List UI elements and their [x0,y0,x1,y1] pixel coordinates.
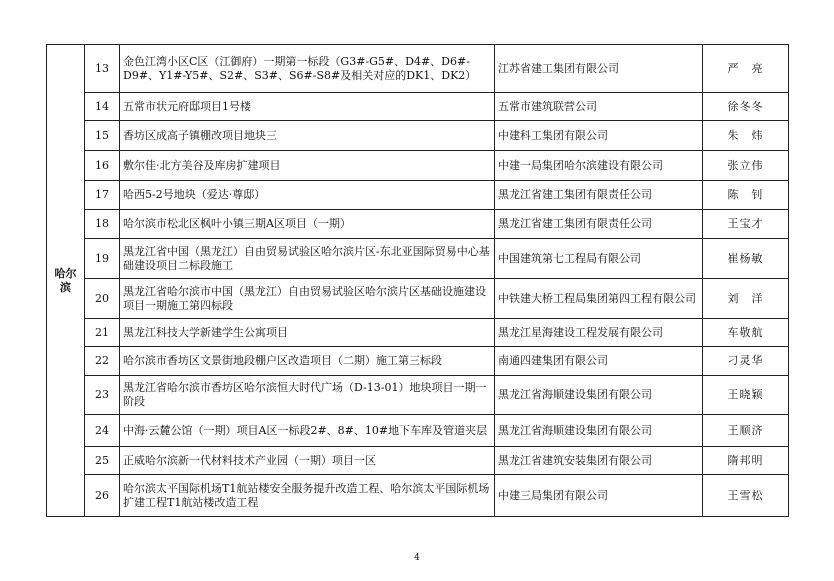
row-number: 17 [85,181,120,210]
row-number: 22 [85,347,120,376]
company-name: 黑龙江省建筑安装集团有限公司 [495,447,703,475]
table-row [47,210,789,239]
project-name: 黑龙江省中国（黑龙江）自由贸易试验区哈尔滨片区-东北亚国际贸易中心基础建设项目二标段施工 [120,239,495,279]
project-manager: 朱 炜 [703,121,789,151]
table-row [47,415,789,447]
company-name: 中建三局集团有限公司 [495,475,703,517]
company-name: 五常市建筑联营公司 [495,93,703,121]
project-name: 哈尔滨市松北区枫叶小镇三期A区项目（一期） [120,210,495,239]
project-manager: 王雪松 [703,475,789,517]
table-row [47,121,789,151]
table-row [47,93,789,121]
project-manager: 车敬航 [703,319,789,347]
company-name: 黑龙江省建工集团有限责任公司 [495,181,703,210]
row-number: 24 [85,415,120,447]
project-name: 黑龙江省哈尔滨市中国（黑龙江）自由贸易试验区哈尔滨片区基础设施建设项目一期施工第四标段 [120,279,495,319]
row-number: 23 [85,376,120,415]
company-name: 中铁建大桥工程局集团第四工程有限公司 [495,279,703,319]
page-number: 4 [414,553,420,563]
project-name: 哈西5-2号地块（爱达·尊邸） [120,181,495,210]
row-number: 15 [85,121,120,151]
project-manager: 徐冬冬 [703,93,789,121]
company-name: 中建一局集团哈尔滨建设有限公司 [495,151,703,181]
row-number: 20 [85,279,120,319]
table-row [47,181,789,210]
company-name: 黑龙江星海建设工程发展有限公司 [495,319,703,347]
row-number: 26 [85,475,120,517]
table-row [47,376,789,415]
project-manager: 隋邦明 [703,447,789,475]
project-name: 敷尔佳·北方美谷及库房扩建项目 [120,151,495,181]
row-number: 16 [85,151,120,181]
project-manager: 陈 钊 [703,181,789,210]
region-cell: 哈尔滨 [47,45,85,517]
row-number: 13 [85,45,120,93]
company-name: 中国建筑第七工程局有限公司 [495,239,703,279]
project-name: 哈尔滨太平国际机场T1航站楼安全服务提升改造工程、哈尔滨太平国际机场扩建工程T1航站楼改造工程 [120,475,495,517]
project-name: 香坊区成高子镇棚改项目地块三 [120,121,495,151]
table-row [47,151,789,181]
project-name: 中海·云麓公馆（一期）项目A区一标段2#、8#、10#地下车库及管道夹层 [120,415,495,447]
company-name: 江苏省建工集团有限公司 [495,45,703,93]
row-number: 25 [85,447,120,475]
table-row [47,239,789,279]
table-row [47,475,789,517]
project-name: 黑龙江科技大学新建学生公寓项目 [120,319,495,347]
row-number: 19 [85,239,120,279]
project-manager: 王晓颖 [703,376,789,415]
row-number: 18 [85,210,120,239]
company-name: 中建科工集团有限公司 [495,121,703,151]
project-manager: 刘 洋 [703,279,789,319]
project-manager: 张立伟 [703,151,789,181]
company-name: 黑龙江省海顺建设集团有限公司 [495,376,703,415]
project-manager: 王宝才 [703,210,789,239]
company-name: 南通四建集团有限公司 [495,347,703,376]
company-name: 黑龙江省海顺建设集团有限公司 [495,415,703,447]
project-manager: 崔杨敏 [703,239,789,279]
table-row [47,319,789,347]
project-name: 金色江湾小区C区（江御府）一期第一标段（G3#-G5#、D4#、D6#-D9#、Y1#-Y5#、S2#、S3#、S6#-S8#及相关对应的DK1、DK2） [120,45,495,93]
table-row [47,347,789,376]
projects-table [46,44,789,517]
project-manager: 严 亮 [703,45,789,93]
table-row [47,45,789,93]
project-name: 五常市状元府邸项目1号楼 [120,93,495,121]
project-name: 哈尔滨市香坊区文景街地段棚户区改造项目（二期）施工第三标段 [120,347,495,376]
project-name: 正威哈尔滨新一代材料技术产业园（一期）项目一区 [120,447,495,475]
row-number: 14 [85,93,120,121]
project-name: 黑龙江省哈尔滨市香坊区哈尔滨恒大时代广场（D-13-01）地块项目一期一阶段 [120,376,495,415]
row-number: 21 [85,319,120,347]
project-manager: 王顺济 [703,415,789,447]
table-row [47,279,789,319]
table-row [47,447,789,475]
projects-table-body [47,45,789,517]
project-manager: 刁灵华 [703,347,789,376]
company-name: 黑龙江省建工集团有限责任公司 [495,210,703,239]
